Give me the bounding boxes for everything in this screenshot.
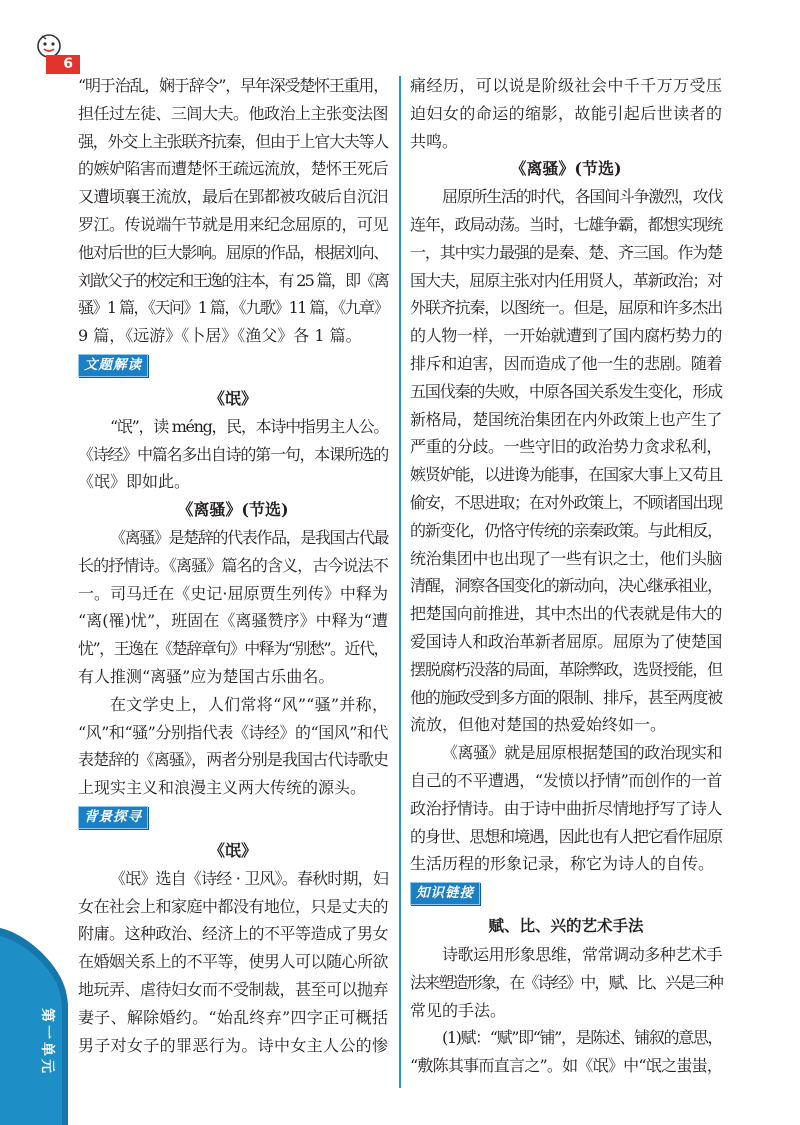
text-line: 男子对女子的罪恶行为。诗中女主人公的惨	[78, 1035, 388, 1055]
paragraph	[78, 865, 388, 1060]
text-line: 爱国诗人和政治革新者屈原。屈原为了使楚国	[410, 631, 722, 651]
work-title: 《离骚》(节选)	[177, 500, 289, 520]
text-line: “敷陈其事而直言之”。如《氓》中“氓之蚩蚩，	[410, 1056, 722, 1076]
work-title: 《氓》	[208, 388, 257, 408]
text-line: 9 篇，《远游》《卜居》《渔父》各 1 篇。	[78, 326, 362, 346]
paragraph	[410, 739, 722, 878]
text-line: “明于治乱，娴于辞令”，早年深受楚怀王重用，	[78, 76, 388, 95]
text-line: 自己的不平遭遇，“发愤以抒情”而创作的一首	[410, 770, 722, 790]
text-line: 迫妇女的命运的缩影，故能引起后世读者的	[410, 103, 722, 123]
page-number: 6	[46, 55, 80, 74]
section-heading: 背景探寻	[78, 806, 148, 829]
text-line: 骚》1 篇，《天问》1 篇，《九歌》11 篇，《九章》	[78, 298, 388, 318]
text-line: 常见的手法。	[410, 1000, 507, 1020]
text-line: 长的抒情诗。《离骚》篇名的含义，古今说法不	[78, 555, 388, 575]
text-line: 《离骚》是楚辞的代表作品，是我国古代最	[110, 527, 388, 547]
text-line: 的新变化，仍恪守传统的亲秦政策。与此相反，	[410, 520, 722, 540]
paragraph	[410, 72, 722, 155]
text-line: 上现实主义和浪漫主义两大传统的源头。	[78, 778, 367, 798]
work-title: 《离骚》(节选)	[510, 159, 622, 179]
text-line: 五国伐秦的失败，中原各国关系发生变化，形成	[410, 381, 722, 401]
section-heading: 知识链接	[410, 882, 480, 905]
text-line: 妻子、解除婚约。“始乱终弃”四字正可概括	[78, 1007, 388, 1027]
text-line: 担任过左徒、三闾大夫。他政治上主张变法图	[78, 103, 388, 123]
text-line: 排斥和迫害，因而造成了他一生的悲剧。随着	[410, 353, 722, 373]
text-line: “风”和“骚”分别指代表《诗经》的“国风”和代	[78, 722, 388, 742]
text-line: 屈原所生活的时代，各国间斗争激烈，攻伐	[442, 187, 722, 207]
text-line: 他对后世的巨大影响。屈原的作品，根据刘向、	[78, 242, 388, 262]
section-heading-row	[78, 806, 388, 828]
text-line: 连年，政局动荡。当时，七雄争霸，都想实现统	[410, 214, 722, 234]
unit-side-tab	[0, 925, 70, 1125]
text-line: 清醒，洞察各国变化的新动向，决心继承祖业，	[410, 576, 722, 596]
text-line: 一，其中实力最强的是秦、楚、齐三国。作为楚	[410, 242, 722, 262]
text-line: 强，外交上主张联齐抗秦，但由于上官大夫等人	[78, 131, 388, 151]
text-line: 女在社会上和家庭中都没有地位，只是丈夫的	[78, 896, 388, 916]
text-line: 在文学史上，人们常将“风”“骚”并称，	[110, 694, 388, 714]
text-line: 严重的分歧。一些守旧的政治势力贪求私利，	[410, 437, 722, 457]
text-line: 附庸。这种政治、经济上的不平等造成了男女	[78, 924, 388, 944]
text-line: 把楚国向前推进，其中杰出的代表就是伟大的	[410, 604, 722, 624]
section-heading-row	[410, 882, 722, 904]
text-line: 表楚辞的《离骚》，两者分别是我国古代诗歌史	[78, 750, 388, 770]
paragraph	[410, 941, 722, 1024]
text-line: “离(罹)忧”，班固在《离骚赞序》中释为“遭	[78, 611, 388, 631]
text-line: (1)赋：“赋”即“铺”，是陈述、铺叙的意思，	[442, 1028, 722, 1048]
paragraph	[78, 524, 388, 691]
text-line: 他的施政受到多方面的限制、排斥，甚至两度被	[410, 687, 722, 707]
text-line: 忧”，王逸在《楚辞章句》中释为“别愁”。近代，	[78, 639, 388, 659]
text-line: 法来塑造形象，在《诗经》中，赋、比、兴是三种	[410, 972, 722, 992]
text-line: 共鸣。	[410, 131, 459, 151]
text-line: 的身世、思想和境遇，因此也有人把它看作屈原	[410, 826, 722, 846]
text-line: 的嫉妒陷害而遭楚怀王疏远流放，楚怀王死后	[78, 159, 388, 179]
text-line: 又遭顷襄王流放，最后在郢都被攻破后自沉汨	[78, 187, 388, 207]
text-line: 新格局，楚国统治集团在内外政策上也产生了	[410, 409, 722, 429]
text-line: 有人推测“离骚”应为楚国古乐曲名。	[78, 666, 335, 686]
text-line: 《诗经》中篇名多出自诗的第一句，本课所选的	[78, 444, 388, 464]
text-line: 在婚姻关系上的不平等，使男人可以随心所欲	[78, 952, 388, 972]
section-heading-row	[78, 354, 388, 376]
column-left	[78, 72, 388, 1059]
work-title: 《氓》	[208, 840, 257, 860]
text-line: 政治抒情诗。由于诗中曲折尽情地抒写了诗人	[410, 798, 722, 818]
paragraph	[78, 72, 388, 350]
text-line: 一。司马迁在《史记·屈原贾生列传》中释为	[78, 583, 388, 603]
text-line: 流放，但他对楚国的热爱始终如一。	[410, 715, 667, 735]
text-line: 摆脱腐朽没落的局面，革除弊政，选贤授能，但	[410, 659, 722, 679]
text-line: 的人物一样，一开始就遭到了国内腐朽势力的	[410, 326, 722, 346]
text-line: 《氓》选自《诗经 · 卫风》。春秋时期，妇	[110, 868, 388, 888]
text-line: “氓”，读 méng，民，本诗中指男主人公。	[110, 416, 388, 436]
paragraph	[410, 1024, 722, 1080]
text-line: 嫉贤妒能，以进谗为能事，在国家大事上又苟且	[410, 465, 722, 485]
text-line: 刘歆父子的校定和王逸的注本，有 25 篇，即《离	[78, 270, 388, 290]
text-line: 生活历程的形象记录，称它为诗人的自传。	[410, 854, 715, 874]
text-line: 诗歌运用形象思维，常常调动多种艺术手	[442, 944, 722, 964]
text-line: 罗江。传说端午节就是用来纪念屈原的，可见	[78, 214, 388, 234]
paragraph	[78, 691, 388, 802]
text-line: 《离骚》就是屈原根据楚国的政治现实和	[442, 743, 722, 763]
text-line: 统治集团中也出现了一些有识之士，他们头脑	[410, 548, 722, 568]
column-right	[410, 72, 722, 1080]
section-heading: 文题解读	[78, 354, 148, 377]
paragraph	[78, 413, 388, 496]
topic-title: 赋、比、兴的艺术手法	[488, 917, 644, 936]
text-line: 国大夫，屈原主张对内任用贤人，革新政治；对	[410, 270, 722, 290]
text-line: 偷安，不思进取；在对外政策上，不顾诸国出现	[410, 492, 722, 512]
text-line: 地玩弄、虐待妇女而不受制裁，甚至可以抛弃	[78, 979, 388, 999]
text-line: 《氓》即如此。	[78, 472, 191, 492]
text-line: 痛经历，可以说是阶级社会中千千万万受压	[410, 76, 722, 95]
column-divider	[399, 76, 401, 1088]
unit-label: 第一单元	[39, 1008, 55, 1076]
paragraph	[410, 183, 722, 739]
text-line: 外联齐抗秦，以图统一。但是，屈原和许多杰出	[410, 298, 722, 318]
